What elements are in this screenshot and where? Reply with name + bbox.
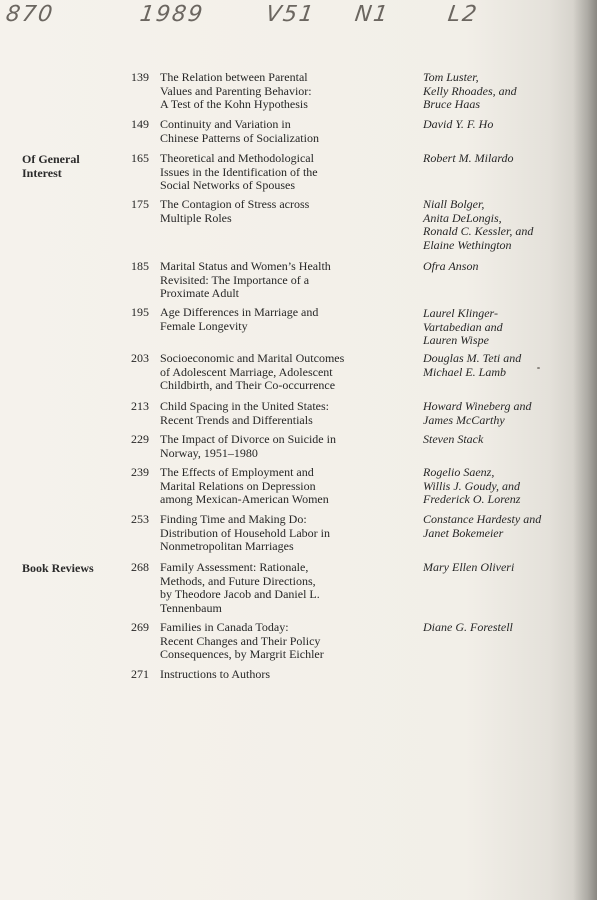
article-authors: Robert M. Milardo [423, 151, 514, 165]
section-heading-book-reviews: Book Reviews [22, 561, 94, 575]
page-number: 149 [131, 117, 149, 131]
article-title: Age Differences in Marriage and Female Longevity [160, 305, 319, 333]
handwritten-note: V51 [264, 2, 317, 27]
article-authors: Howard Wineberg and James McCarthy [423, 399, 532, 427]
article-title: Child Spacing in the United States: Recent Trends and Differentials [160, 399, 329, 427]
article-title: Finding Time and Making Do: Distribution of Household Labor in Nonmetropolitan Marriages [160, 512, 330, 554]
handwritten-note: L2 [446, 2, 481, 27]
reviewer-name: Mary Ellen Oliveri [423, 560, 515, 574]
article-authors: Niall Bolger, Anita DeLongis, Ronald C. Kessler, and Elaine Wethington [423, 197, 534, 252]
article-title: The Contagion of Stress across Multiple Roles [160, 197, 310, 225]
article-authors: Constance Hardesty and Janet Bokemeier [423, 512, 542, 540]
article-title: Marital Status and Women’s Health Revisited: The Importance of a Proximate Adult [160, 259, 331, 301]
print-speck [537, 367, 540, 369]
page-number: 269 [131, 620, 149, 634]
page-number: 139 [131, 70, 149, 84]
page-number: 195 [131, 305, 149, 319]
page-number: 253 [131, 512, 149, 526]
article-title: The Impact of Divorce on Suicide in Norway, 1951–1980 [160, 432, 336, 460]
article-title: Instructions to Authors [160, 667, 270, 681]
review-title: Families in Canada Today: Recent Changes and Their Policy Consequences, by Margrit Eichler [160, 620, 324, 662]
article-title: Theoretical and Methodological Issues in the Identification of the Social Networks of Spouses [160, 151, 318, 193]
page-number: 185 [131, 259, 149, 273]
page-number: 213 [131, 399, 149, 413]
handwritten-note: N1 [353, 2, 392, 27]
reviewer-name: Diane G. Forestell [423, 620, 513, 634]
handwritten-note: 1989 [138, 2, 206, 27]
article-title: The Effects of Employment and Marital Relations on Depression among Mexican-American Women [160, 465, 329, 507]
handwritten-note: 870 [4, 2, 56, 27]
binding-shadow [573, 0, 597, 900]
section-heading-general-interest: Of General Interest [22, 152, 80, 180]
page-number: 239 [131, 465, 149, 479]
article-authors: Steven Stack [423, 432, 484, 446]
page-number: 203 [131, 351, 149, 365]
article-authors: Ofra Anson [423, 259, 479, 273]
article-title: Socioeconomic and Marital Outcomes of Adolescent Marriage, Adolescent Childbirth, and Their Co-occurrence [160, 351, 345, 393]
article-authors: David Y. F. Ho [423, 117, 494, 131]
article-authors: Douglas M. Teti and Michael E. Lamb [423, 351, 522, 379]
article-authors: Rogelio Saenz, Willis J. Goudy, and Frederick O. Lorenz [423, 465, 521, 507]
page-number: 175 [131, 197, 149, 211]
page-number: 271 [131, 667, 149, 681]
article-title: The Relation between Parental Values and Parenting Behavior: A Test of the Kohn Hypothesis [160, 70, 312, 112]
review-title: Family Assessment: Rationale, Methods, and Future Directions, by Theodore Jacob and Daniel L. Tennenbaum [160, 560, 320, 615]
page-number: 165 [131, 151, 149, 165]
page-number: 229 [131, 432, 149, 446]
article-authors: Tom Luster, Kelly Rhoades, and Bruce Haas [423, 70, 517, 112]
article-authors: Laurel Klinger- Vartabedian and Lauren Wispe [423, 306, 503, 348]
page-number: 268 [131, 560, 149, 574]
article-title: Continuity and Variation in Chinese Patterns of Socialization [160, 117, 319, 145]
